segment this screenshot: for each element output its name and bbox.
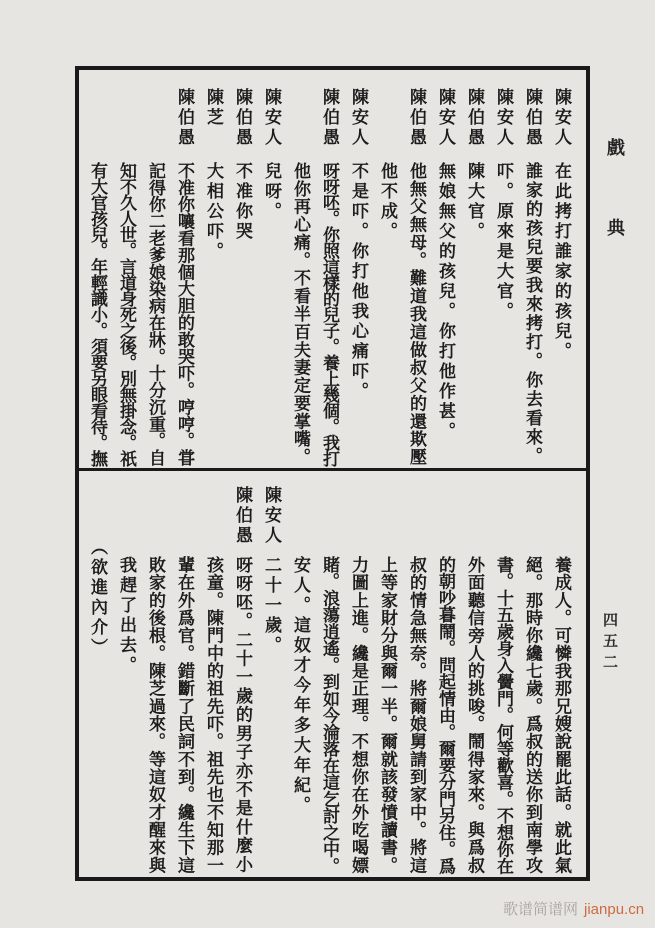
- text-column: [114, 88, 138, 468]
- text-column: [259, 486, 283, 878]
- text-column: [317, 486, 341, 878]
- column-text: 不准你哭: [233, 162, 252, 242]
- running-title-char: 戲: [607, 138, 625, 158]
- page-number: 四五二: [601, 612, 617, 675]
- column-text: 吓。原來是大官。: [494, 162, 513, 322]
- speaker-name: 陳安人: [349, 88, 368, 148]
- text-column: [143, 486, 167, 878]
- running-title-char: 典: [607, 218, 625, 238]
- text-column: [520, 88, 544, 468]
- column-text: 叔的情急無奈。將爾娘舅請到家中。將這: [407, 556, 426, 875]
- column-text: 在此拷打誰家的孩兒。: [552, 162, 571, 362]
- text-column: [404, 486, 428, 878]
- column-text: 上等家財分與爾一半。爾就該發憤讀書。: [378, 556, 397, 875]
- column-text: 敗家的後根。陳芝過來。等這奴才醒來與: [146, 556, 165, 875]
- text-column: [375, 486, 399, 878]
- speaker-name: 陳安人: [494, 88, 513, 148]
- column-text: 誰家的孩兒要我來拷打。你去看來。: [523, 162, 542, 466]
- speaker-name: 陳伯愚: [523, 88, 542, 148]
- text-column: [114, 486, 138, 878]
- speaker-name: 陳芝: [204, 88, 223, 128]
- text-column: [375, 88, 399, 468]
- speaker-name: 陳伯愚: [465, 88, 484, 148]
- column-text: 孩童。陳門中的祖先吓。祖先也不知那一: [204, 556, 223, 875]
- text-column: [143, 88, 167, 468]
- column-text: 陳大官。: [465, 162, 484, 242]
- column-text: 安人。這奴才今年多大年紀。: [291, 556, 310, 816]
- text-column: [433, 486, 457, 878]
- text-column: [462, 88, 486, 468]
- text-column: [172, 486, 196, 878]
- speaker-name: 陳伯愚: [407, 88, 426, 148]
- text-column: [201, 486, 225, 878]
- column-text: 力圖上進。纔是正理。不想你在外吃喝嫖: [349, 556, 368, 875]
- column-text: 記得你二老爹娘染病在牀。十分沉重。自: [146, 162, 165, 467]
- text-column: [288, 486, 312, 878]
- text-column: [549, 88, 573, 468]
- speaker-name: 陳安人: [262, 486, 281, 546]
- watermark: [503, 898, 644, 919]
- speaker-name: 陳伯愚: [320, 88, 339, 148]
- speaker-name: 陳伯愚: [175, 88, 194, 148]
- column-text: 書。十五歲身入黌門。何等歡喜。不想你在: [494, 556, 513, 875]
- watermark-site-url: jianpu.cn: [584, 901, 645, 918]
- register-divider-line: [79, 468, 586, 471]
- text-column: [520, 486, 544, 878]
- column-text: 大相公吓。: [204, 162, 223, 262]
- text-column: [346, 486, 370, 878]
- column-text: 絕。那時你纔七歲。爲叔的送你到南學攻: [523, 556, 542, 875]
- text-column: [404, 88, 428, 468]
- column-text: 有大官孩兒。年輕識小。須要另眼看待。撫: [88, 162, 107, 466]
- stage-direction-column: [85, 486, 109, 878]
- watermark-site-name: 歌谱简谱网: [503, 901, 579, 918]
- text-column: [317, 88, 341, 468]
- text-column: [230, 486, 254, 878]
- column-text: 兒呀。: [262, 162, 281, 222]
- text-column: [549, 486, 573, 878]
- column-text: 二十一歲。: [262, 556, 281, 656]
- column-text: 不是吓。你打他我心痛吓。: [349, 162, 368, 402]
- column-text: 輩在外爲官。錯斷了民詞不到。纔生下這: [175, 556, 194, 875]
- speaker-name: 陳安人: [436, 88, 455, 148]
- column-text: 的朝吵暮鬧。問起情由。爾要分門另住。爲: [436, 556, 455, 875]
- column-text: 賭。浪蕩逍遙。到如今淪落在這乞討之中。: [320, 556, 339, 875]
- text-column: [491, 486, 515, 878]
- column-text: 呀呀呸。二十一歲的男子亦不是什麼小: [233, 556, 252, 875]
- text-column: [259, 88, 283, 468]
- text-column: [230, 88, 254, 468]
- text-column: [433, 88, 457, 468]
- speaker-name: 陳伯愚: [233, 486, 252, 546]
- column-text: 外面聽信旁人的挑唆。鬧得家來。與爲叔: [465, 556, 484, 875]
- column-text: 他你再心痛。不看半百夫妻定要掌嘴。: [291, 162, 310, 466]
- column-text: 不准你嚷看那個大胆的敢哭吓。哼哼。甞: [175, 162, 194, 467]
- column-text: 他不成。: [378, 162, 397, 242]
- column-text: 呀呀呸。你照這樣的兒子。養上幾個。我打: [320, 162, 339, 466]
- text-column: [346, 88, 370, 468]
- speaker-name: 陳安人: [552, 88, 571, 148]
- speaker-name: 陳伯愚: [233, 88, 252, 148]
- stage-direction-text: （欲進內介）: [88, 538, 107, 658]
- column-text: 我趕了出去。: [117, 556, 136, 676]
- text-column: [462, 486, 486, 878]
- text-column: [85, 88, 109, 468]
- text-column: [288, 88, 312, 468]
- column-text: 知不久人世。言道身死之後。別無掛念。祇: [117, 162, 136, 466]
- column-text: 無娘無父的孩兒。你打他作甚。: [436, 162, 455, 442]
- text-column: [172, 88, 196, 468]
- text-column: [201, 88, 225, 468]
- column-text: 他無父無母。難道我這做叔父的還欺壓: [407, 162, 426, 466]
- text-column: [491, 88, 515, 468]
- column-text: 養成人。可憐我那兄嫂說罷此話。就此氣: [552, 556, 571, 875]
- speaker-name: 陳安人: [262, 88, 281, 148]
